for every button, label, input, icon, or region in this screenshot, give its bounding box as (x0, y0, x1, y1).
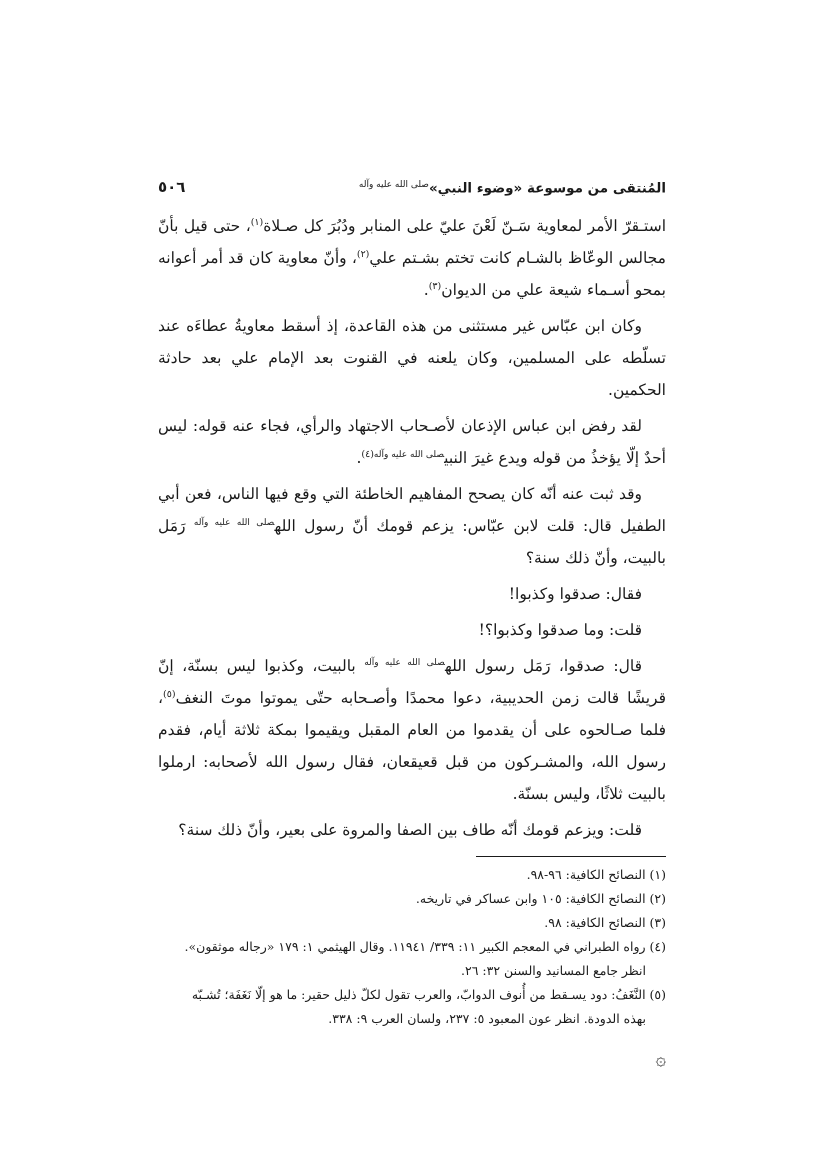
ornament-icon: ۞ (655, 1049, 666, 1070)
p4-honorific: صلى الله عليه وآله (193, 517, 275, 528)
footnote-separator (476, 856, 666, 857)
paragraph-7 (158, 650, 666, 810)
footnote-4-continuation: انظر جامع المسانيد والسنن ٣٢: ٢٦. (461, 963, 646, 978)
footnote-ref-3: (٣) (428, 280, 442, 292)
footnote-ref-2: (٢) (356, 248, 370, 260)
paragraph-1 (158, 210, 666, 306)
p1-text-a: استـقرّ الأمر لمعاوية سَـنّ لَعْنَ عليّ على المنابر ودُبُرَ كل صـلاة (263, 217, 666, 235)
footnote-ref-5: (٥) (163, 688, 176, 700)
footnote-ref-4: (٤) (361, 448, 374, 460)
page-number: ٥٠٦ (158, 178, 186, 196)
paragraph-6: قلت: وما صدقوا وكذبوا؟! (478, 621, 642, 639)
p3-text-a: لقد رفض ابن عباس الإذعان لأصـحاب الاجتهاد والرأي، فجاء عنه قوله: ليس أحدٌ إلّا يؤخذُ من قوله ويدع غيرَ النبي (158, 417, 666, 467)
running-title-text: المُنتقى من موسوعة «وضوء النبي» (428, 180, 666, 196)
p1-text-d: . (423, 281, 429, 299)
footnote-ref-1: (١) (250, 216, 264, 228)
p1-text-c: ، وأنّ معاوية كان قد أمر أعوانه بمحو أسـماء شيعة علي من الديوان (158, 249, 666, 299)
footnote-1: (١) النصائح الكافية: ٩٦-٩٨. (526, 867, 666, 882)
p7-text-c: ، فلما صـالحوه على أن يقدموا من العام المقبل ويقيموا بمكة ثلاثة أيام، فقدم رسول الله، والمشـركون من قبل قعيقعان، فقال رسول الله لأصحابه: ارملوا بالبيت ثلاثًا، وليس بسنّة. (158, 689, 666, 803)
paragraph-2: وكان ابن عبّاس غير مستثنى من هذه القاعدة، إذ أسقط معاويةُ عطاءَه عند تسلّطه على المسلمين، وكان يلعنه في القنوت بعد الإمام علي بعد حادثة الحكمين. (158, 317, 666, 399)
footnote-4-text: (٤) رواه الطبراني في المعجم الكبير ١١: ٣٣٩/ ١١٩٤١. وقال الهيثمي ١: ١٧٩ «رجاله موثقون». (184, 939, 666, 954)
p1-text-b: ، حتى قيل بأنّ مجالس الوعّاظ بالشـام كانت تختم بشـتم علي (158, 217, 666, 267)
book-page (158, 178, 666, 1078)
footnote-5-continuation: بهذه الدودة. انظر عون المعبود ٥: ٢٣٧، ولسان العرب ٩: ٣٣٨. (328, 1011, 646, 1026)
footnotes (158, 863, 666, 1031)
page-header (158, 178, 666, 204)
p3-text-b: . (356, 449, 362, 467)
paragraph-8: قلت: ويزعم قومك أنّه طاف بين الصفا والمروة على بعير، وأنّ ذلك سنة؟ (178, 821, 642, 839)
p4-text-b: رَمَل بالبيت، وأنّ ذلك سنة؟ (158, 517, 666, 567)
footnote-4 (158, 935, 666, 983)
footnote-2: (٢) النصائح الكافية: ١٠٥ وابن عساكر في تاريخه. (415, 891, 666, 906)
paragraph-5: فقال: صدقوا وكذبوا! (508, 585, 642, 603)
p4-text-a: وقد ثبت عنه أنّه كان يصحح المفاهيم الخاطئة التي وقع فيها الناس، فعن أبي الطفيل قال: قلت لابن عبّاس: يزعم قومك أنّ رسول الله (158, 485, 666, 535)
footnote-5 (158, 983, 666, 1031)
p3-honorific: صلى الله عليه وآله (373, 449, 445, 460)
p7-honorific: صلى الله عليه وآله (364, 657, 445, 668)
paragraph-3 (158, 410, 666, 474)
body-text (158, 210, 666, 846)
running-title (359, 180, 666, 197)
p7-text-a: قال: صدقوا، رَمَل رسول الله (444, 657, 642, 675)
footnote-5-text: (٥) النَّغَفُ: دود يسـقط من أُنوف الدوابّ، والعرب تقول لكلّ ذليل حقير: ما هو إلّا نَغَفَة؛ تُشـبّه (191, 987, 666, 1002)
p7-text-b: بالبيت، وكذبوا ليس بسنّة، إنّ قريشًا قالت زمن الحديبية، دعوا محمدًا وأصـحابه حتّى يموتوا موتَ النغف (158, 657, 666, 707)
paragraph-4 (158, 478, 666, 574)
running-title-honorific: صلى الله عليه وآله (358, 179, 429, 190)
footnote-3: (٣) النصائح الكافية: ٩٨. (544, 915, 666, 930)
